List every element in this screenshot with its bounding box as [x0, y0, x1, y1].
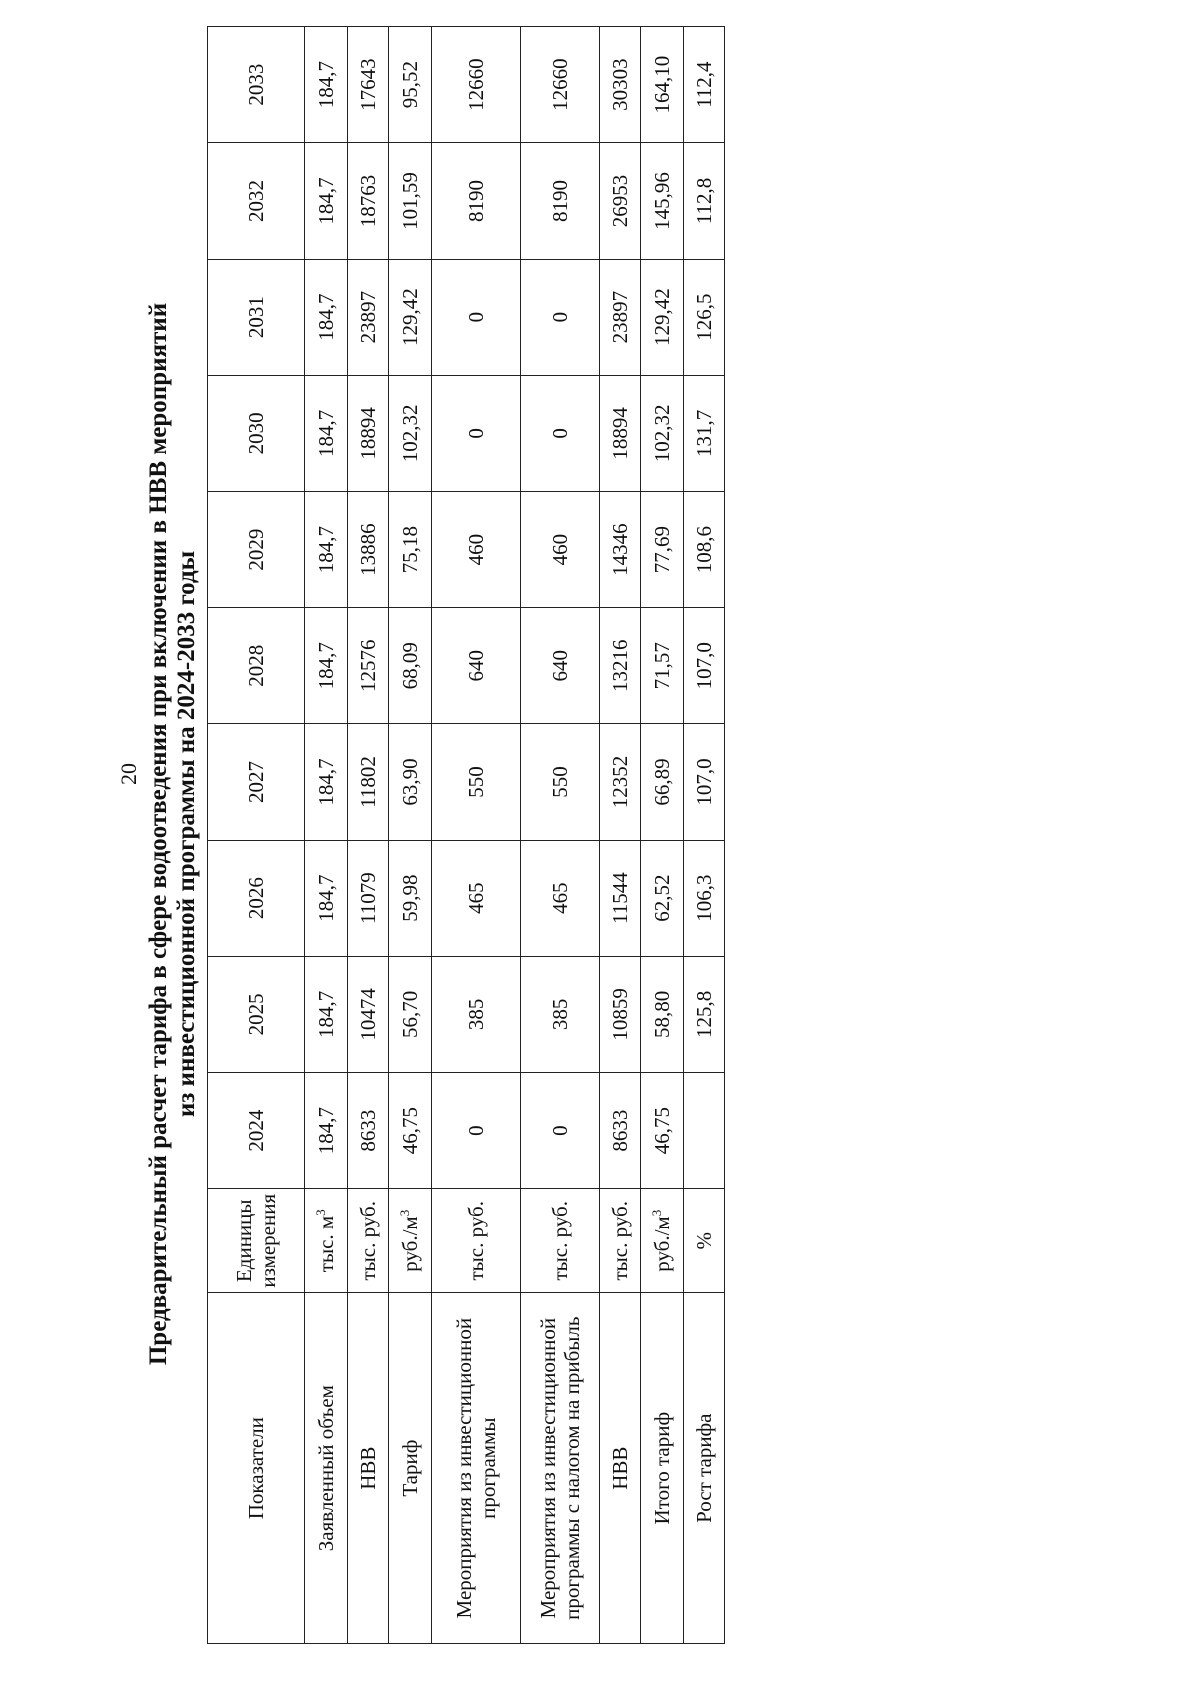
table-cell: 12576 — [348, 608, 389, 724]
table-cell: 8190 — [432, 143, 521, 259]
table-cell: 12660 — [521, 27, 600, 143]
row-unit: $руб./м^3$ — [641, 1189, 684, 1293]
table-row — [641, 27, 684, 1644]
table-cell: 640 — [521, 608, 600, 724]
header-year: 2029 — [208, 491, 305, 607]
table-row — [348, 27, 389, 1644]
table-cell: 640 — [432, 608, 521, 724]
row-indicator: Тариф — [389, 1293, 432, 1644]
table-cell: 385 — [432, 956, 521, 1072]
table-cell: 184,7 — [305, 956, 348, 1072]
header-year: 2028 — [208, 608, 305, 724]
row-unit: % — [684, 1189, 725, 1293]
table-cell: 465 — [432, 840, 521, 956]
table-cell: 68,09 — [389, 608, 432, 724]
header-year: 2026 — [208, 840, 305, 956]
table-cell: 112,8 — [684, 143, 725, 259]
row-unit: тыс. руб. — [432, 1189, 521, 1293]
table-cell: 184,7 — [305, 143, 348, 259]
table-cell: 14346 — [600, 491, 641, 607]
table-cell: 0 — [432, 375, 521, 491]
header-unit: Единицы измерения — [208, 1189, 305, 1293]
row-indicator: Итого тариф — [641, 1293, 684, 1644]
row-indicator: Рост тарифа — [684, 1293, 725, 1644]
table-cell: 75,18 — [389, 491, 432, 607]
table-cell: 11079 — [348, 840, 389, 956]
table-cell: 30303 — [600, 27, 641, 143]
table-cell: 8633 — [348, 1072, 389, 1188]
table-cell: 23897 — [600, 259, 641, 375]
table-cell: 0 — [521, 259, 600, 375]
table-cell: 18894 — [348, 375, 389, 491]
table-cell: 56,70 — [389, 956, 432, 1072]
table-cell: 10859 — [600, 956, 641, 1072]
table-cell: 184,7 — [305, 259, 348, 375]
table-cell: 63,90 — [389, 724, 432, 840]
table-cell: 8633 — [600, 1072, 641, 1188]
table-cell: 17643 — [348, 27, 389, 143]
table-row — [684, 27, 725, 1644]
table-row — [432, 27, 521, 1644]
title-line-2: из инвестиционной программы на 2024-2033 годы — [173, 550, 200, 1118]
table-row — [305, 27, 348, 1644]
table-cell: 184,7 — [305, 375, 348, 491]
table-cell: 107,0 — [684, 724, 725, 840]
row-indicator: НВВ — [600, 1293, 641, 1644]
table-cell: 145,96 — [641, 143, 684, 259]
table-cell: 164,10 — [641, 27, 684, 143]
table-cell: 18763 — [348, 143, 389, 259]
header-year: 2025 — [208, 956, 305, 1072]
table-cell: 460 — [521, 491, 600, 607]
table-cell — [684, 1072, 725, 1188]
table-cell: 11544 — [600, 840, 641, 956]
table-cell: 106,3 — [684, 840, 725, 956]
table-cell: 184,7 — [305, 491, 348, 607]
table-cell: 102,32 — [389, 375, 432, 491]
table-cell: 59,98 — [389, 840, 432, 956]
table-cell: 107,0 — [684, 608, 725, 724]
table-cell: 184,7 — [305, 840, 348, 956]
header-year: 2032 — [208, 143, 305, 259]
table-cell: 0 — [432, 259, 521, 375]
table-cell: 125,8 — [684, 956, 725, 1072]
table-cell: 77,69 — [641, 491, 684, 607]
rotated-content — [145, 24, 725, 1644]
row-unit: тыс. руб. — [348, 1189, 389, 1293]
row-unit: тыс. $м^3$ — [305, 1189, 348, 1293]
row-indicator: НВВ — [348, 1293, 389, 1644]
table-cell: 8190 — [521, 143, 600, 259]
header-year: 2030 — [208, 375, 305, 491]
table-cell: 129,42 — [641, 259, 684, 375]
table-row — [389, 27, 432, 1644]
table-cell: 13886 — [348, 491, 389, 607]
row-unit: тыс. руб. — [521, 1189, 600, 1293]
table-cell: 101,59 — [389, 143, 432, 259]
table-cell: 129,42 — [389, 259, 432, 375]
table-cell: 465 — [521, 840, 600, 956]
table-cell: 10474 — [348, 956, 389, 1072]
table-cell: 23897 — [348, 259, 389, 375]
table-cell: 95,52 — [389, 27, 432, 143]
table-cell: 0 — [432, 1072, 521, 1188]
page-number: 20 — [116, 763, 141, 785]
header-year: 2031 — [208, 259, 305, 375]
table-cell: 184,7 — [305, 608, 348, 724]
table-cell: 66,89 — [641, 724, 684, 840]
title-line-1: Предварительный расчет тарифа в сфере водоотведения при включении в НВВ мероприятий — [145, 302, 172, 1366]
table-cell: 460 — [432, 491, 521, 607]
table-cell: 112,4 — [684, 27, 725, 143]
table-cell: 184,7 — [305, 724, 348, 840]
table-row — [600, 27, 641, 1644]
table-cell: 12352 — [600, 724, 641, 840]
table-cell: 13216 — [600, 608, 641, 724]
row-indicator: Заявленный объем — [305, 1293, 348, 1644]
table-header-row — [208, 27, 305, 1644]
tariff-table — [207, 26, 725, 1644]
table-cell: 550 — [432, 724, 521, 840]
table-cell: 26953 — [600, 143, 641, 259]
table-cell: 62,52 — [641, 840, 684, 956]
table-cell: 184,7 — [305, 1072, 348, 1188]
table-cell: 18894 — [600, 375, 641, 491]
table-cell: 71,57 — [641, 608, 684, 724]
row-indicator: Мероприятия из инвестиционной программы с налогом на прибыль — [521, 1293, 600, 1644]
header-indicator: Показатели — [208, 1293, 305, 1644]
header-year: 2024 — [208, 1072, 305, 1188]
table-cell: 126,5 — [684, 259, 725, 375]
table-cell: 12660 — [432, 27, 521, 143]
header-year: 2027 — [208, 724, 305, 840]
table-cell: 108,6 — [684, 491, 725, 607]
table-cell: 46,75 — [641, 1072, 684, 1188]
row-unit: $руб./м^3$ — [389, 1189, 432, 1293]
row-indicator: Мероприятия из инвестиционной программы — [432, 1293, 521, 1644]
table-cell: 46,75 — [389, 1072, 432, 1188]
table-cell: 0 — [521, 375, 600, 491]
row-unit: тыс. руб. — [600, 1189, 641, 1293]
document-title — [145, 24, 201, 1644]
table-row — [521, 27, 600, 1644]
header-year: 2033 — [208, 27, 305, 143]
table-cell: 385 — [521, 956, 600, 1072]
table-cell: 58,80 — [641, 956, 684, 1072]
table-cell: 550 — [521, 724, 600, 840]
table-cell: 11802 — [348, 724, 389, 840]
table-cell: 184,7 — [305, 27, 348, 143]
table-cell: 0 — [521, 1072, 600, 1188]
table-cell: 102,32 — [641, 375, 684, 491]
table-cell: 131,7 — [684, 375, 725, 491]
